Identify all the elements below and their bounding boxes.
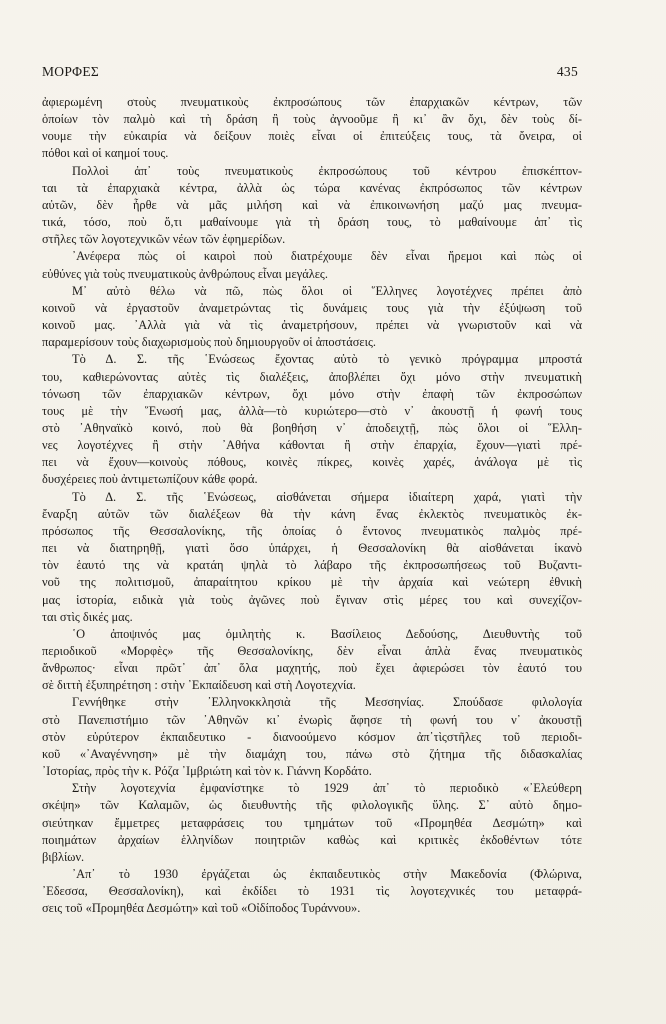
body-text [42, 94, 582, 918]
text-line: πόθοι καὶ οἱ καημοί τους. [42, 146, 169, 161]
text-line: Πολλοὶ ἀπ᾽ τοὺς πνευματικοὺς ἐκπροσώπους τοῦ κέντρου ἐπισκέπτον- [72, 163, 582, 178]
text-line: στῆλες τῶν λογοτεχνικῶν νέων τῶν ἐφημερίδων. [42, 232, 286, 247]
text-line: εὐθύνες γιὰ τοὺς πνευματικοὺς ἀνθρώπους εἶναι μεγάλες. [42, 266, 328, 281]
text-line: βιβλίων. [42, 849, 85, 864]
text-line: πει νὰ ἔχουν—κοινοὺς πόθους, κοινὲς πίκρες, κοινὲς χαρές, ἀνάλογα μὲ τὶς [42, 455, 582, 470]
paragraph [42, 248, 582, 282]
page-number: 435 [556, 64, 578, 79]
text-line: ῾Ο ἀποψινός μας ὁμιλητὴς κ. Βασίλειος Δεδούσης, Διευθυντὴς τοῦ [72, 626, 582, 641]
text-line: ἄνθρωπος· εἶναι πρῶτ᾽ ἀπ᾽ ὅλα μαχητής, ποὺ ἔχει ἀφιερώσει τὸν ἑαυτό του [42, 661, 582, 676]
text-line: κοινοῦ νὰ ἐργαστοῦν ἀναμετρώντας τὶς δυνάμεις τους γιὰ τὴν ἐξύψωση τοῦ [42, 300, 582, 315]
text-line: ᾽Ανέφερα πὼς οἱ καιροὶ ποὺ διατρέχουμε δὲν εἶναι ἤρεμοι καὶ πὼς οἱ [72, 249, 582, 264]
paragraph [42, 94, 582, 163]
text-line: του, καθιερώνοντας αὐτὲς τὶς διαλέξεις, ἀποβλέπει ὄχι μόνο στὴν πνευματικὴ [42, 369, 582, 384]
text-line: σὲ διττὴ ἐξυπηρέτηση : στὴν ᾽Εκπαίδευση καὶ στὴ Λογοτεχνία. [42, 678, 356, 693]
paragraph [42, 489, 582, 626]
text-line: σκέψη» τῶν Καλαμῶν, ὡς διευθυντὴς τῆς φιλολογικῆς ὕλης. Σ᾽ αὐτὸ δημο- [42, 798, 582, 813]
text-line: ται στὶς δικές μας. [42, 609, 133, 624]
text-line: ποιημάτων ἀρχαίων ἑλληνίδων ποιητριῶν καθὼς καὶ κριτικὲς ἐκδοθέντων τότε [42, 832, 582, 847]
text-line: ται τὰ ἐπαρχιακὰ κέντρα, ἀλλὰ ὡς τώρα κανένας ἐκπρόσωπος τῶν κέντρων [42, 180, 582, 195]
text-line: στὸν εὐρύτερον ἐκπαιδευτικο - διανοούμενο κόσμον ἀπ᾽τὶςστῆλες τοῦ περιοδι- [42, 729, 582, 744]
paragraph [42, 866, 582, 917]
text-line: τους μὲ τὴν ῞Ενωσή μας, ἀλλὰ—τὸ κυριώτερο—στὸ ν᾽ ἀκουστῇ ἡ φωνή τους [42, 403, 582, 418]
text-line: παραμερίσουν τοὺς διαχωρισμοὺς ποὺ δημιουργοῦν οἱ ἀποστάσεις. [42, 335, 376, 350]
text-line: ἔναρξη αὐτῶν τῶν διαλέξεων θὰ τὴν κάνη ἕνας ἐκλεκτὸς πνευματικὸς ἐκ- [42, 506, 582, 521]
paragraph [42, 283, 582, 352]
paragraph [42, 694, 582, 780]
text-line: τόνωση τῶν ἐπαρχιακῶν κέντρων, ὄχι μόνο στὴν ἐπαφὴ τῶν ἐκπροσώπων [42, 386, 582, 401]
text-line: περιοδικοῦ «Μορφὲς» τῆς Θεσσαλονίκης, δὲν εἶναι ἁπλὰ ἕνας πνευματικὸς [42, 644, 582, 658]
text-line: νοῦ της πολιτισμοῦ, ἀπαραίτητου κρίκου μὲ τὴν ἀρχαία καὶ νεώτερη ἐθνικὴ [42, 575, 582, 590]
text-line: Γεννήθηκε στὴν ᾽Ελληνοκκλησιὰ τῆς Μεσσηνίας. Σπούδασε φιλολογία [72, 695, 582, 710]
text-line: σεις τοῦ «Προμηθέα Δεσμώτη» καὶ τοῦ «Οἰδίποδος Τυράννου». [42, 901, 361, 916]
text-line: αὐτῶν, δὲν ἦρθε νὰ μᾶς μιλήση καὶ νὰ ἐπικοινωνήση μαζύ μας πνευμα- [42, 197, 582, 212]
paragraph [42, 626, 582, 695]
text-line: νουμε τὴν εὐκαιρία νὰ δείξουν ποιὲς εἶναι οἱ ἐπιτεύξεις τους, τὰ ὄνειρα, οἱ [42, 129, 582, 144]
text-line: τὸν ἑαυτό της νὰ κρατάη ψηλὰ τὸ λάβαρο τῆς ἐκπροσωπήσεως τοῦ Βυζαντι- [42, 558, 582, 573]
text-line: κοινοῦ μας. ᾽Αλλὰ γιὰ νὰ τὶς ἀναμετρήσουν, πρέπει νὰ γνωριστοῦν καὶ νὰ [42, 318, 582, 333]
text-line: πρόσωπος τῆς Θεσσαλονίκης, τῆς ὁποίας ὁ ἔντονος πνευματικὸς παλμὸς πρέ- [42, 523, 582, 538]
paragraph [42, 780, 582, 866]
text-line: ὁποίων τὸν παλμὸ καὶ τὴ δράση ἢ τοὺς ἀγνοοῦμε ἢ κι᾽ ἂν ὄχι, δὲν τοὺς δί- [42, 112, 582, 127]
text-line: δυσχέρειες ποὺ ἀντιμετωπίζουν κάθε φορά. [42, 472, 258, 487]
page-header [42, 64, 578, 86]
paragraph [42, 351, 582, 488]
text-line: ᾽Απ᾽ τὸ 1930 ἐργάζεται ὡς ἐκπαιδευτικὸς στὴν Μακεδονία (Φλώρινα, [72, 867, 582, 882]
text-line: τικά, τόσο, ποὺ ὅ,τι μαθαίνουμε γιὰ τὴ δράση τους, τὸ μαθαίνουμε ἀπ᾽ τὶς [42, 215, 582, 230]
text-line: μας ἱστορία, ειδικὰ γιὰ τοὺς ἀγῶνες ποὺ ἔγιναν στὶς μέρες του καὶ συνεχίζον- [42, 592, 582, 607]
text-line: κοῦ «᾽Αναγέννηση» μὲ τὴν διαμάχη του, πάνω στὸ ζήτημα τῆς διδασκαλίας [42, 746, 582, 761]
text-line: Στὴν λογοτεχνία ἐμφανίστηκε τὸ 1929 ἀπ᾽ τὸ περιοδικὸ «᾽Ελεύθερη [72, 781, 582, 796]
text-line: στὸ ᾽Αθηναϊκὸ κοινό, ποὺ θὰ βοηθήση ν᾽ ἀποδειχτῇ, πὼς ὅλοι οἱ ῞Ελλη- [42, 420, 582, 435]
text-line: στὸ Πανεπιστήμιο τῶν ᾽Αθηνῶν κι᾽ ἐνωρὶς ἄφησε τὴ φωνή του ν᾽ ἀκουστῇ [42, 712, 582, 727]
paragraph [42, 163, 582, 249]
text-line: Τὸ Δ. Σ. τῆς ῾Ενώσεως, αἰσθάνεται σήμερα ἰδιαίτερη χαρά, γιατὶ τὴν [72, 489, 582, 504]
text-line: Μ᾽ αὐτὸ θέλω νὰ πῶ, πὼς ὅλοι οἱ ῞Ελληνες λογοτέχνες πρέπει ἀπὸ [72, 283, 582, 298]
running-head: ΜΟΡΦΕΣ [42, 64, 100, 79]
text-line: νες λογοτέχνες ἢ στὴν ᾽Αθήνα κάθονται ἢ στὴν ἐπαρχία, ἔχουν—γιατὶ πρέ- [42, 438, 582, 453]
text-line: ἀφιερωμένη στοὺς πνευματικοὺς ἐκπροσώπους τῶν ἐπαρχιακῶν κέντρων, τῶν [42, 95, 582, 109]
text-line: Τὸ Δ. Σ. τῆς ῾Ενώσεως ἔχοντας αὐτὸ τὸ γενικὸ πρόγραμμα μπροστά [72, 352, 582, 367]
text-line: πει νὰ διατηρηθῇ, γιατὶ ὅσο ὑπάρχει, ἡ Θεσσαλονίκη θὰ αἰσθάνεται ἱκανὸ [42, 541, 582, 556]
text-line: σιεύτηκαν ἔμμετρες μεταφράσεις του τμημάτων τοῦ «Προμηθέα Δεσμώτη» καὶ [42, 815, 582, 830]
text-line: ᾽Ιστορίας, πρὸς τὴν κ. Ρόζα ᾽Ιμβριώτη καὶ τὸν κ. Γιάννη Κορδάτο. [42, 764, 372, 779]
text-line: ᾽Εδεσσα, Θεσσαλονίκη), καὶ ἐκδίδει τὸ 1931 τὶς λογοτεχνικές του μεταφρά- [42, 884, 582, 899]
